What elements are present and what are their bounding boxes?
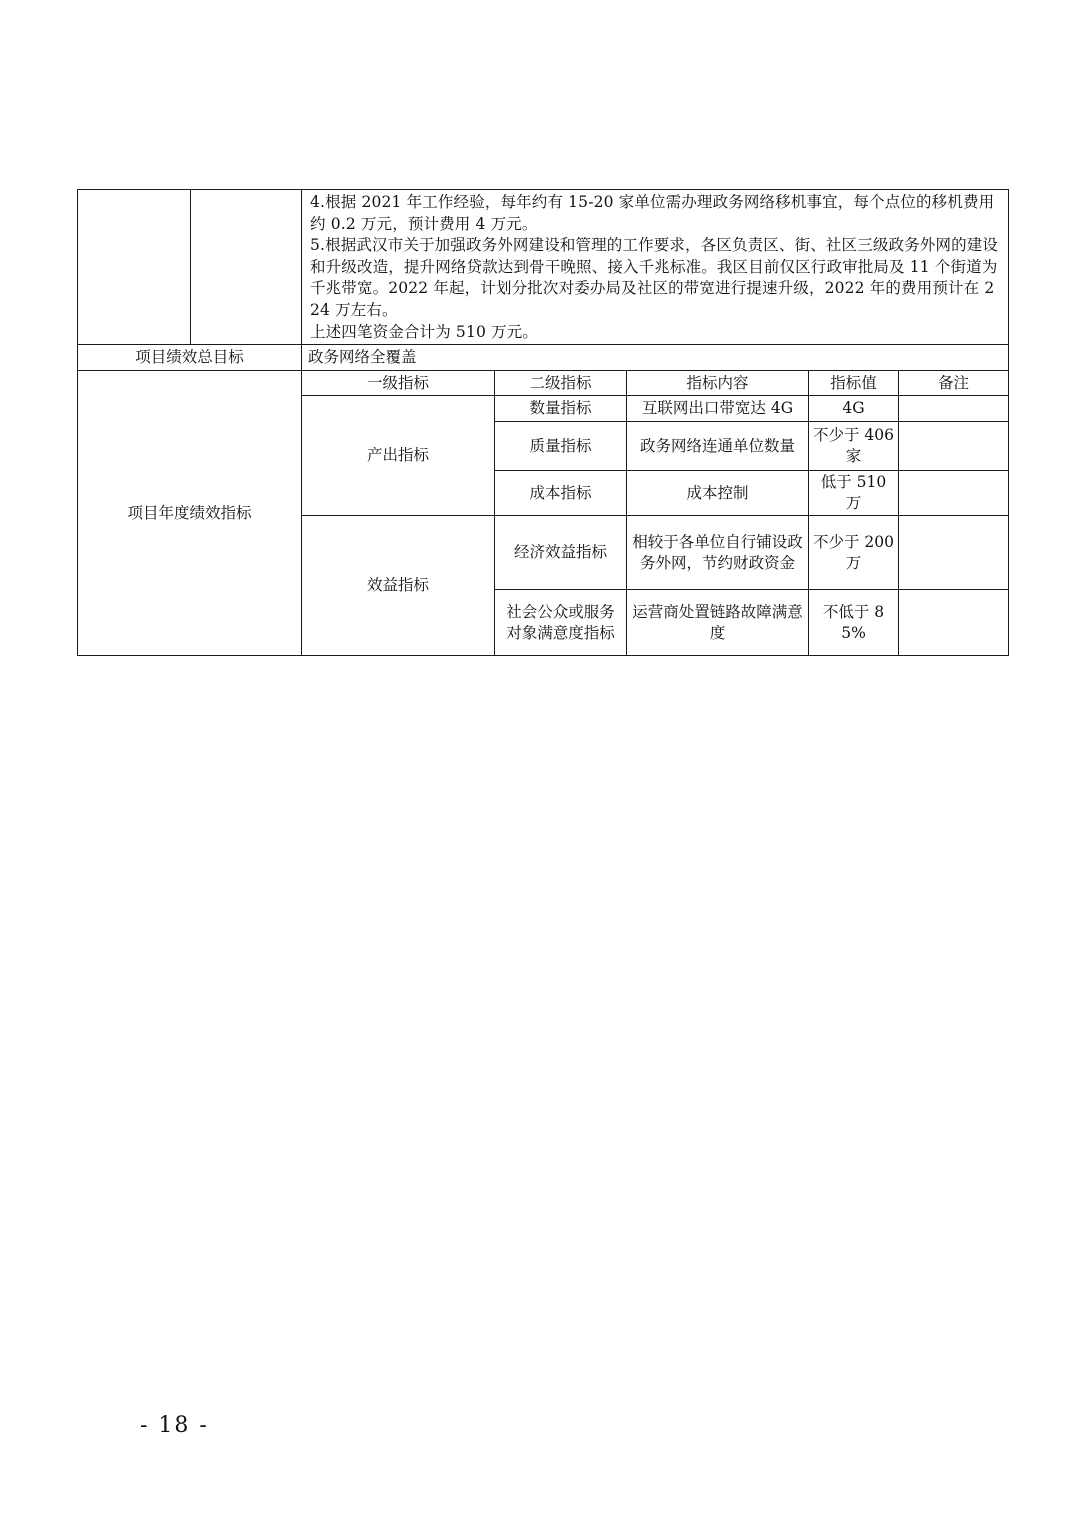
note-cell <box>899 422 1009 471</box>
content-cell: 成本控制 <box>627 471 809 516</box>
value-cell: 不少于 200 万 <box>809 516 899 590</box>
benefit-indicator-label: 效益指标 <box>302 516 495 656</box>
description-paragraph-5: 5.根据武汉市关于加强政务外网建设和管理的工作要求，各区负责区、街、社区三级政务外网的建设和升级改造，提升网络贷款达到骨干晚照、接入千兆标准。我区目前仅区行政审批局及 11 个街道为千兆带宽。2022 年起，计划分批次对委办局及社区的带宽进行提速升级，2022 年的费用预计在 224 万左右。 <box>310 236 999 319</box>
goal-label: 项目绩效总目标 <box>78 345 302 371</box>
header-row <box>78 371 1009 396</box>
note-cell <box>899 516 1009 590</box>
description-total: 上述四笔资金合计为 510 万元。 <box>310 322 538 341</box>
blank-cell-1 <box>78 190 191 345</box>
note-cell <box>899 471 1009 516</box>
annual-label: 项目年度绩效指标 <box>78 371 302 656</box>
output-indicator-label: 产出指标 <box>302 396 495 516</box>
header-note: 备注 <box>899 371 1009 396</box>
level2-cell: 质量指标 <box>495 422 627 471</box>
description-cell <box>302 190 1009 345</box>
page-number: - 18 - <box>140 1413 209 1438</box>
value-cell: 不少于 406 家 <box>809 422 899 471</box>
note-cell <box>899 590 1009 656</box>
goal-row <box>78 345 1009 371</box>
value-cell: 不低于 85% <box>809 590 899 656</box>
level2-cell: 社会公众或服务对象满意度指标 <box>495 590 627 656</box>
description-paragraph-4: 4.根据 2021 年工作经验，每年约有 15-20 家单位需办理政务网络移机事宜，每个点位的移机费用约 0.2 万元，预计费用 4 万元。 <box>310 193 995 233</box>
description-row <box>78 190 1009 345</box>
content-cell: 政务网络连通单位数量 <box>627 422 809 471</box>
blank-cell-2 <box>191 190 302 345</box>
level2-cell: 成本指标 <box>495 471 627 516</box>
content-cell: 相较于各单位自行铺设政务外网，节约财政资金 <box>627 516 809 590</box>
value-cell: 低于 510 万 <box>809 471 899 516</box>
note-cell <box>899 396 1009 422</box>
performance-table <box>77 189 1009 656</box>
goal-value: 政务网络全覆盖 <box>302 345 1009 371</box>
header-level1: 一级指标 <box>302 371 495 396</box>
level2-cell: 数量指标 <box>495 396 627 422</box>
header-level2: 二级指标 <box>495 371 627 396</box>
header-value: 指标值 <box>809 371 899 396</box>
header-content: 指标内容 <box>627 371 809 396</box>
content-cell: 运营商处置链路故障满意度 <box>627 590 809 656</box>
level2-cell: 经济效益指标 <box>495 516 627 590</box>
content-cell: 互联网出口带宽达 4G <box>627 396 809 422</box>
value-cell: 4G <box>809 396 899 422</box>
